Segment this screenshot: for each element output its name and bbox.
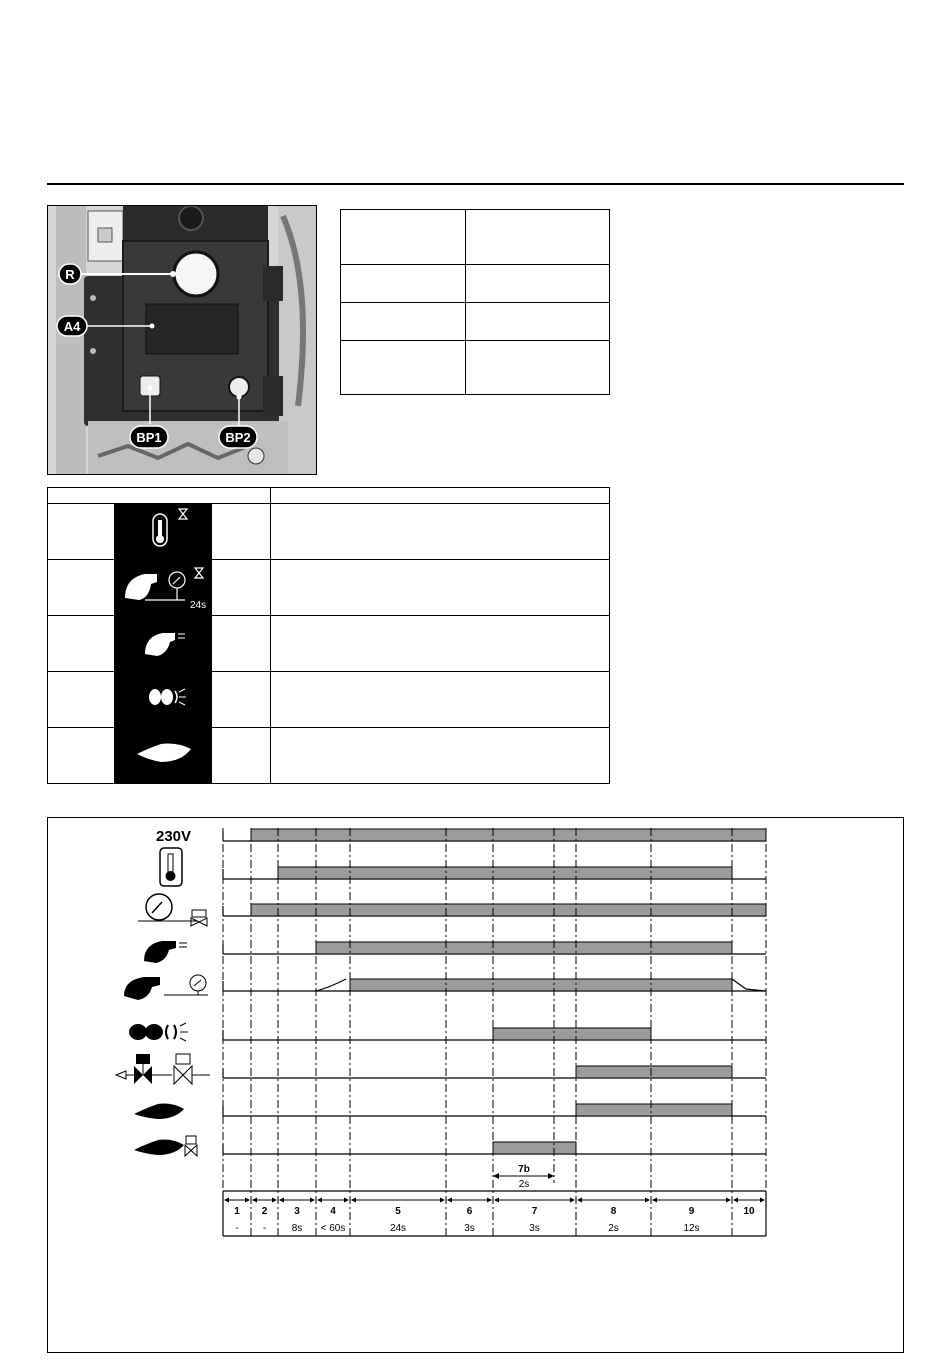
fan-icon <box>144 941 187 963</box>
phase-duration: 2s <box>608 1223 619 1234</box>
signal-bar <box>278 867 732 879</box>
table-cell <box>341 303 466 341</box>
phase-duration: 24s <box>389 1223 407 1234</box>
phase-arrowhead <box>577 1198 582 1203</box>
phase-arrowhead <box>652 1198 657 1203</box>
phase-arrowhead <box>645 1198 650 1203</box>
legend-description-cell <box>271 560 610 616</box>
signal-bar <box>493 1028 651 1040</box>
flame-valve-icon <box>134 1136 197 1156</box>
supply-voltage-label: 230V <box>156 828 192 845</box>
phase-arrowhead <box>570 1198 575 1203</box>
table-cell <box>466 265 610 303</box>
phase-duration: - <box>262 1223 267 1234</box>
phase-arrowhead <box>447 1198 452 1203</box>
legend-description-cell <box>271 728 610 784</box>
legend-cell <box>212 504 271 560</box>
phase-arrowhead <box>487 1198 492 1203</box>
legend-description-cell <box>271 504 610 560</box>
pressure-rise-ramp <box>316 979 346 991</box>
phase-number: 3 <box>294 1206 300 1217</box>
legend-cell <box>212 728 271 784</box>
signal-bar <box>316 942 732 954</box>
legend-cell <box>48 672 115 728</box>
phase-arrowhead <box>224 1198 229 1203</box>
pressure-fall-ramp <box>732 979 766 991</box>
air-pressure-switch-icon <box>124 975 208 1000</box>
interval-7b-arrowhead <box>493 1173 499 1179</box>
interval-7b-label: 7b <box>518 1164 530 1175</box>
ignition-spark-icon <box>115 672 212 728</box>
callout-bp1 <box>130 426 168 448</box>
legend-header-cell <box>48 488 271 504</box>
signal-bar <box>350 979 732 991</box>
legend-cell <box>48 728 115 784</box>
symbol-legend-table <box>47 487 610 784</box>
control-box-photo <box>47 205 317 475</box>
top-rule <box>47 183 904 185</box>
phase-arrowhead <box>272 1198 277 1203</box>
legend-cell <box>212 672 271 728</box>
signal-bar <box>493 1142 576 1154</box>
callout-label-bp1: BP1 <box>136 430 162 445</box>
table-cell <box>341 341 466 395</box>
phase-arrowhead <box>252 1198 257 1203</box>
interval-7b-duration: 2s <box>518 1179 530 1190</box>
phase-duration: < 60s <box>320 1223 346 1234</box>
phase-duration: - <box>235 1223 239 1234</box>
table-cell <box>466 210 610 265</box>
phase-duration: 12s <box>683 1223 700 1234</box>
pressure-switch-valve-icon <box>138 894 207 926</box>
phase-duration: 3s <box>464 1223 475 1234</box>
callout-label-bp2: BP2 <box>225 430 251 445</box>
legend-cell <box>48 560 115 616</box>
phase-arrowhead <box>310 1198 315 1203</box>
component-table <box>340 209 610 395</box>
signal-bar <box>576 1066 732 1078</box>
phase-arrowhead <box>351 1198 356 1203</box>
fan-icon <box>115 616 212 672</box>
phase-arrowhead <box>733 1198 738 1203</box>
legend-cell <box>48 616 115 672</box>
phase-arrowhead <box>279 1198 284 1203</box>
signal-bar <box>251 904 766 916</box>
callout-r <box>59 264 81 284</box>
table-cell <box>466 303 610 341</box>
signal-bar <box>576 1104 732 1116</box>
phase-number: 4 <box>330 1206 336 1217</box>
legend-cell <box>212 616 271 672</box>
legend-description-cell <box>271 672 610 728</box>
flame-icon <box>134 1104 184 1119</box>
preventilation-time-label: 24s <box>190 600 207 610</box>
ignition-spark-icon <box>129 1023 188 1041</box>
phase-number: 10 <box>743 1206 755 1217</box>
phase-arrowhead <box>440 1198 445 1203</box>
phase-duration: 3s <box>529 1223 540 1234</box>
phase-number: 2 <box>261 1206 268 1217</box>
phase-number: 7 <box>531 1206 538 1217</box>
table-cell <box>341 210 466 265</box>
phase-number: 9 <box>688 1206 695 1217</box>
fan-pressure-hourglass-icon <box>115 560 212 616</box>
interval-7b-arrowhead <box>548 1173 554 1179</box>
callout-label-a4: A4 <box>63 319 81 334</box>
phase-arrowhead <box>317 1198 322 1203</box>
thermostat-icon <box>160 848 182 886</box>
legend-header-cell <box>271 488 610 504</box>
phase-duration: 8s <box>291 1223 303 1234</box>
phase-arrowhead <box>344 1198 349 1203</box>
control-box-drawing <box>48 206 317 475</box>
phase-arrowhead <box>494 1198 499 1203</box>
legend-cell <box>48 504 115 560</box>
signal-bar <box>251 829 766 841</box>
ignition-sequence-diagram <box>47 817 904 1353</box>
callout-label-r: R <box>65 267 75 282</box>
legend-description-cell <box>271 616 610 672</box>
phase-number: 1 <box>234 1206 240 1217</box>
flame-icon <box>115 728 212 784</box>
callout-bp2 <box>219 426 257 448</box>
gas-valves-icon <box>116 1054 210 1084</box>
thermostat-hourglass-icon <box>115 504 212 560</box>
phase-number: 6 <box>466 1206 473 1217</box>
phase-number: 8 <box>610 1206 617 1217</box>
phase-arrowhead <box>245 1198 250 1203</box>
phase-number: 5 <box>395 1206 401 1217</box>
table-cell <box>341 265 466 303</box>
callout-a4 <box>57 316 87 336</box>
table-cell <box>466 341 610 395</box>
phase-arrowhead <box>726 1198 731 1203</box>
phase-arrowhead <box>760 1198 765 1203</box>
legend-cell <box>212 560 271 616</box>
sequence-chart <box>48 818 905 1354</box>
